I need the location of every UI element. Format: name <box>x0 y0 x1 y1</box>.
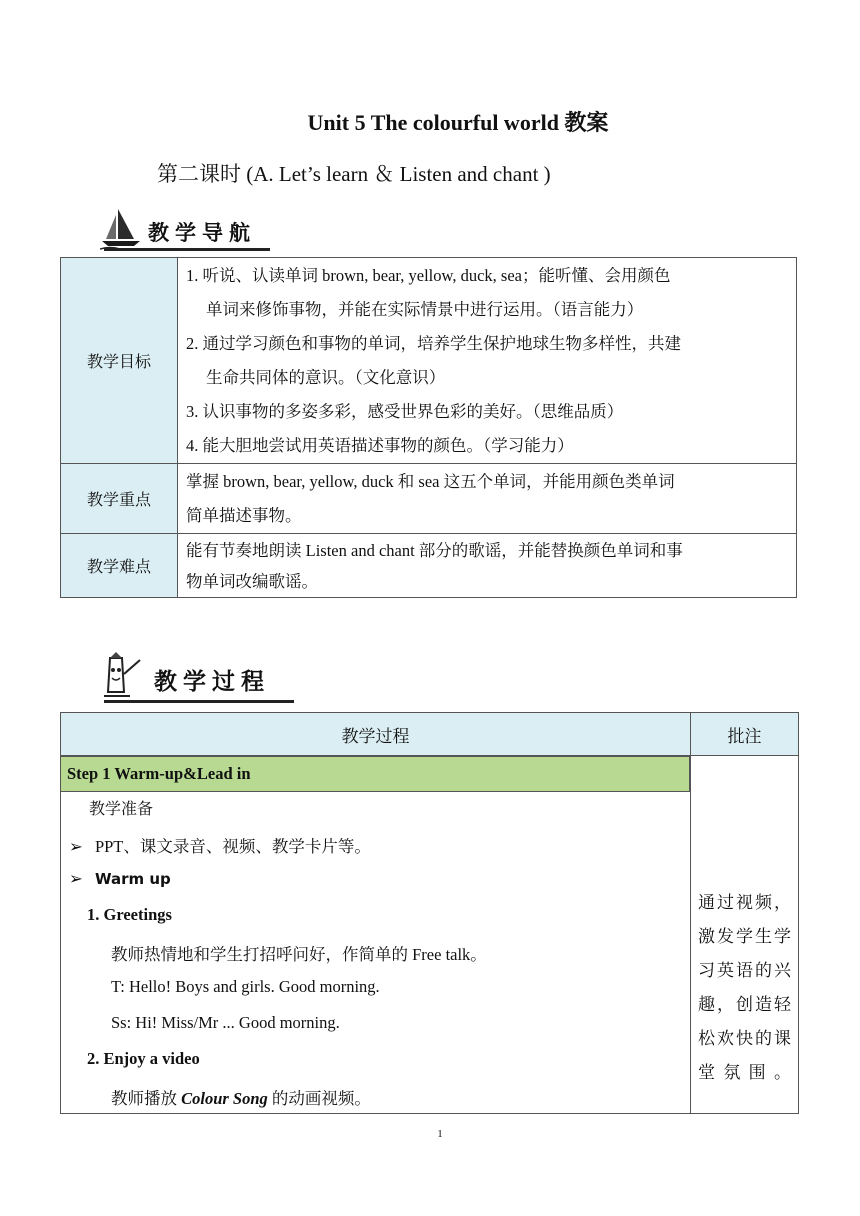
difficult-points-label: 教学难点 <box>61 534 178 598</box>
document-title: Unit 5 The colourful world 教案 <box>307 110 609 135</box>
note-text: 通过视频，激发学生学习英语的兴趣，创造轻松欢快的课堂氛围。 <box>698 893 791 1082</box>
pencil-mascot-icon <box>100 652 150 702</box>
notes-cell <box>691 756 799 1114</box>
goals-cell <box>178 258 797 464</box>
bullet-text: Warm up <box>94 870 171 888</box>
goal-line: 1. 听说、认读单词 brown, bear, yellow, duck, sea；能听懂、会用颜色 <box>186 265 671 285</box>
banner-title: 教学导航 <box>148 221 256 245</box>
item-title: 2. Enjoy a video <box>87 1049 200 1068</box>
teaching-process-table <box>60 712 799 1114</box>
goal-line: 生命共同体的意识。（文化意识） <box>206 367 446 387</box>
key-points-label: 教学重点 <box>61 464 178 534</box>
goals-label: 教学目标 <box>61 258 178 464</box>
item-description <box>111 1085 371 1109</box>
banner-title: 教学过程 <box>154 669 270 695</box>
difficult-line: 能有节奏地朗读 Listen and chant 部分的歌谣，并能替换颜色单词和事 <box>186 540 683 560</box>
key-points-cell <box>178 464 797 534</box>
banner-underline <box>104 700 294 703</box>
bullet-item <box>69 869 171 889</box>
item-description: 教师热情地和学生打招呼问好，作简单的 Free talk。 <box>111 945 487 964</box>
sailboat-icon <box>100 205 146 251</box>
teaching-nav-table <box>60 257 797 598</box>
key-line: 简单描述事物。 <box>186 505 302 525</box>
process-column-header: 教学过程 <box>61 713 691 756</box>
goal-line: 单词来修饰事物，并能在实际情景中进行运用。（语言能力） <box>206 299 644 319</box>
lesson-subtitle: 第二课时 (A. Let’s learn ＆ Listen and chant ) <box>157 162 551 186</box>
arrow-bullet-icon: ➢ <box>69 837 83 856</box>
dialogue-line: T: Hello! Boys and girls. Good morning. <box>111 977 380 996</box>
page-number: 1 <box>437 1128 443 1140</box>
arrow-bullet-icon: ➢ <box>69 869 83 888</box>
difficult-points-cell <box>178 534 797 598</box>
bullet-item <box>69 833 371 857</box>
process-content-cell <box>61 756 691 1114</box>
dialogue-line: Ss: Hi! Miss/Mr ... Good morning. <box>111 1013 340 1032</box>
bullet-text: PPT、课文录音、视频、教学卡片等。 <box>94 837 371 856</box>
key-line: 掌握 brown, bear, yellow, duck 和 sea 这五个单词，并能用颜色类单词 <box>186 471 675 491</box>
step-title: Step 1 Warm-up&Lead in <box>60 756 690 792</box>
goal-line: 4. 能大胆地尝试用英语描述事物的颜色。（学习能力） <box>186 435 574 455</box>
item-title: 1. Greetings <box>87 905 172 924</box>
notes-column-header: 批注 <box>691 713 799 756</box>
teaching-process-banner <box>100 652 300 702</box>
banner-underline <box>104 248 270 251</box>
desc-text: 教师播放 <box>111 1089 182 1108</box>
desc-text: 的动画视频。 <box>267 1089 371 1108</box>
song-title: Colour Song <box>181 1089 268 1108</box>
goal-line: 2. 通过学习颜色和事物的单词，培养学生保护地球生物多样性，共建 <box>186 333 681 353</box>
difficult-line: 物单词改编歌谣。 <box>186 571 318 591</box>
goal-line: 3. 认识事物的多姿多彩，感受世界色彩的美好。（思维品质） <box>186 401 624 421</box>
prep-heading: 教学准备 <box>89 799 154 818</box>
teaching-nav-banner <box>100 205 270 251</box>
